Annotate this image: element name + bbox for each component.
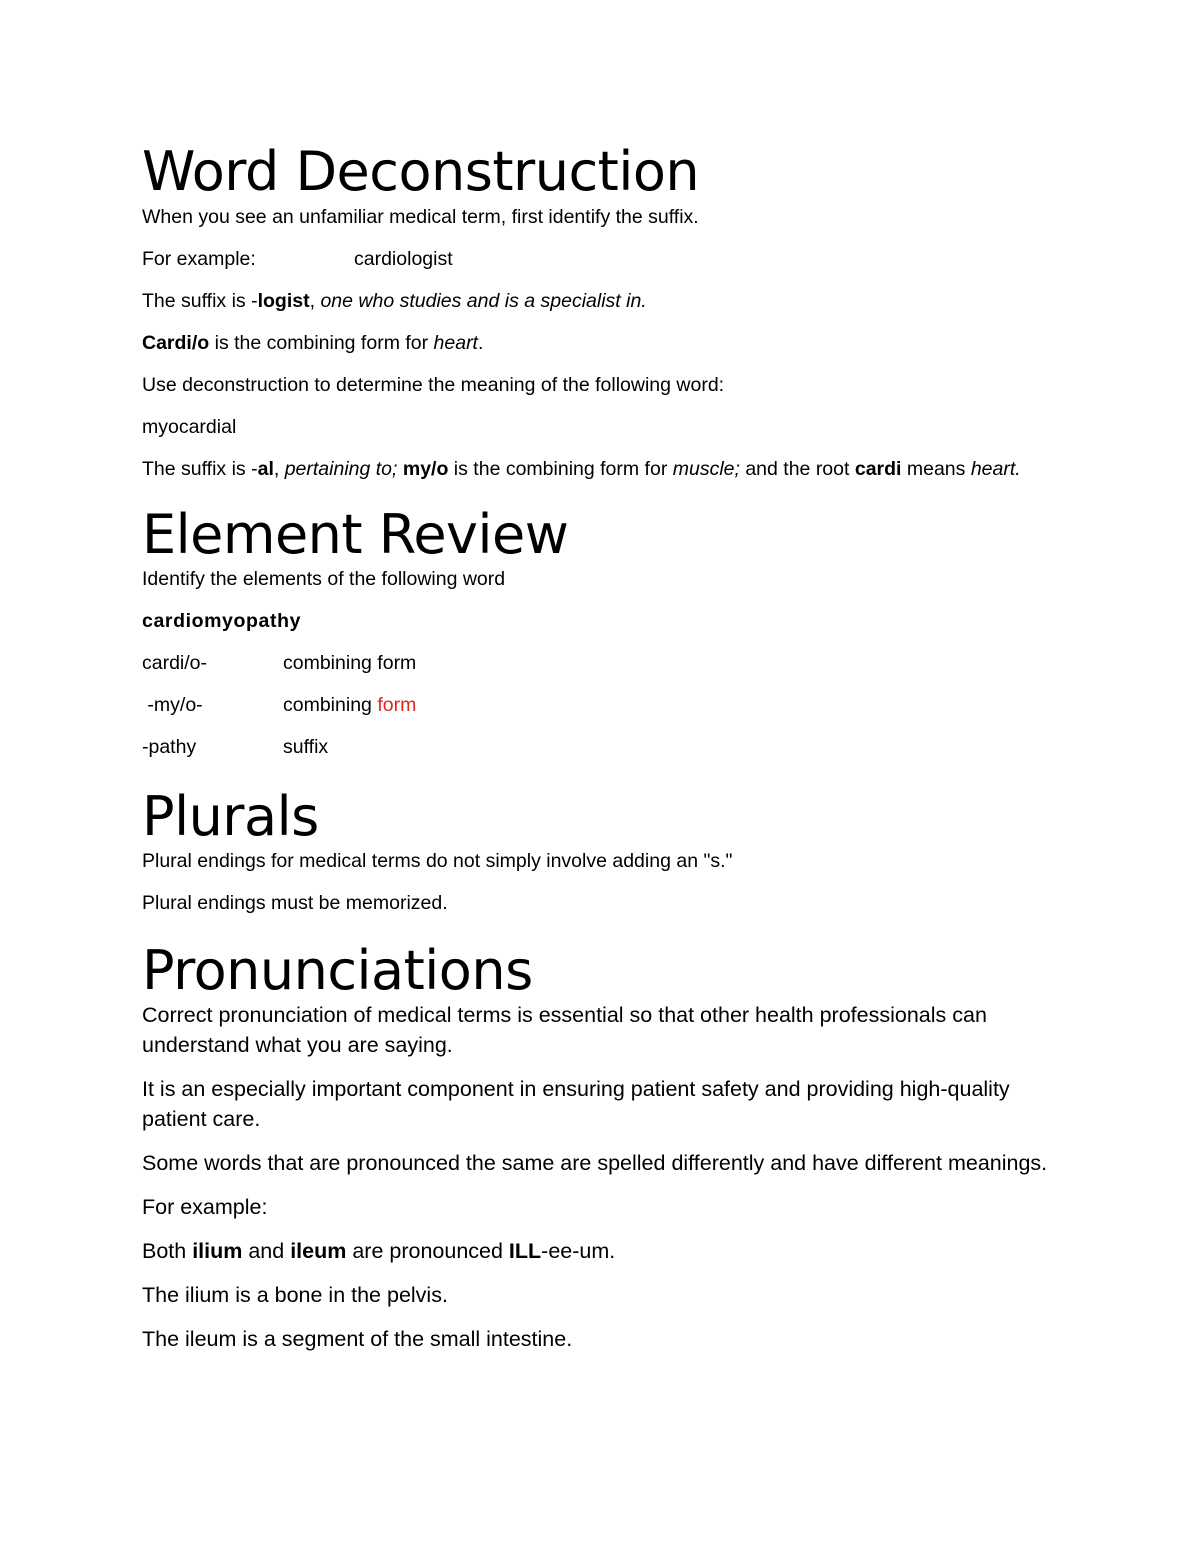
intro-paragraph: When you see an unfamiliar medical term, first identify the suffix. — [142, 206, 699, 228]
suffix-meaning: one who studies and is a specialist in. — [320, 290, 647, 312]
bold-term: my/o — [402, 458, 449, 480]
element-name: cardi/o- — [142, 652, 208, 674]
exercise-word: myocardial — [142, 416, 237, 438]
text-run: and the root — [739, 458, 855, 480]
pronunciations-paragraph: The ilium is a bone in the pelvis. — [142, 1283, 448, 1307]
element-row — [142, 734, 1062, 761]
section-plurals — [142, 848, 1062, 917]
italic-term: muscle; — [672, 458, 740, 480]
italic-term: pertaining to; — [284, 458, 398, 480]
plurals-paragraph: Plural endings for medical terms do not simply involve adding an "s." — [142, 850, 733, 872]
heading-plurals: Plurals — [142, 785, 319, 848]
bold-term: al — [257, 458, 274, 480]
combining-meaning: heart — [433, 332, 478, 354]
bold-term: ileum — [290, 1239, 347, 1263]
element-name: -pathy — [142, 736, 197, 758]
text-run: . — [477, 332, 484, 354]
text-run: The suffix is - — [142, 290, 258, 312]
pronunciations-paragraph: It is an especially important component in ensuring patient safety and providing high-quality patient care. — [142, 1077, 1010, 1131]
text-run: , — [273, 458, 285, 480]
suffix-term: logist — [257, 290, 310, 312]
element-type — [283, 692, 416, 719]
instruction-paragraph: Use deconstruction to determine the meaning of the following word: — [142, 374, 725, 396]
pronunciations-paragraph: Some words that are pronounced the same are spelled differently and have different meanings. — [142, 1151, 1048, 1175]
document-page — [142, 138, 1062, 1368]
bold-term: ILL — [508, 1239, 542, 1263]
bold-term: ilium — [192, 1239, 243, 1263]
section-word-deconstruction — [142, 204, 1062, 483]
pronunciations-paragraph — [142, 1236, 1062, 1266]
element-row — [142, 650, 1062, 677]
element-type: combining form — [283, 652, 417, 674]
example-word: cardiologist — [354, 248, 453, 270]
highlighted-text: form — [377, 694, 417, 716]
text-run: is the combining form for — [209, 332, 434, 354]
suffix-line — [142, 288, 1062, 315]
combining-term: Cardi/o — [142, 332, 210, 354]
text-run: The suffix is - — [142, 458, 258, 480]
pronunciations-paragraph: The ileum is a segment of the small intestine. — [142, 1327, 573, 1351]
text-run: Both — [142, 1239, 193, 1263]
element-row — [142, 692, 1062, 719]
text-run: -ee-um. — [541, 1239, 616, 1263]
bold-term: cardi — [854, 458, 902, 480]
text-run: combining — [283, 694, 378, 716]
text-run: and — [242, 1239, 291, 1263]
combining-line — [142, 330, 1062, 357]
plurals-paragraph: Plural endings must be memorized. — [142, 892, 448, 914]
element-type: suffix — [283, 736, 329, 758]
italic-term: heart. — [970, 458, 1021, 480]
heading-pronunciations: Pronunciations — [142, 939, 533, 1002]
heading-element-review: Element Review — [142, 503, 569, 566]
element-name: -my/o- — [142, 694, 203, 716]
text-run: , — [309, 290, 321, 312]
text-run: means — [901, 458, 971, 480]
section-element-review — [142, 566, 1062, 761]
pronunciations-paragraph: For example: — [142, 1195, 268, 1219]
heading-word-deconstruction: Word Deconstruction — [142, 140, 700, 203]
answer-paragraph — [142, 456, 1062, 483]
element-review-intro: Identify the elements of the following word — [142, 568, 506, 590]
pronunciations-paragraph: Correct pronunciation of medical terms is essential so that other health professionals can understand what you are saying. — [142, 1003, 987, 1057]
bold-term: cardiomyopathy — [142, 610, 302, 632]
text-run: are pronounced — [346, 1239, 509, 1263]
section-pronunciations — [142, 1000, 1062, 1354]
text-run: is the combining form for — [448, 458, 673, 480]
element-review-word — [142, 608, 1062, 635]
example-line — [142, 246, 1062, 273]
example-label: For example: — [142, 248, 256, 270]
